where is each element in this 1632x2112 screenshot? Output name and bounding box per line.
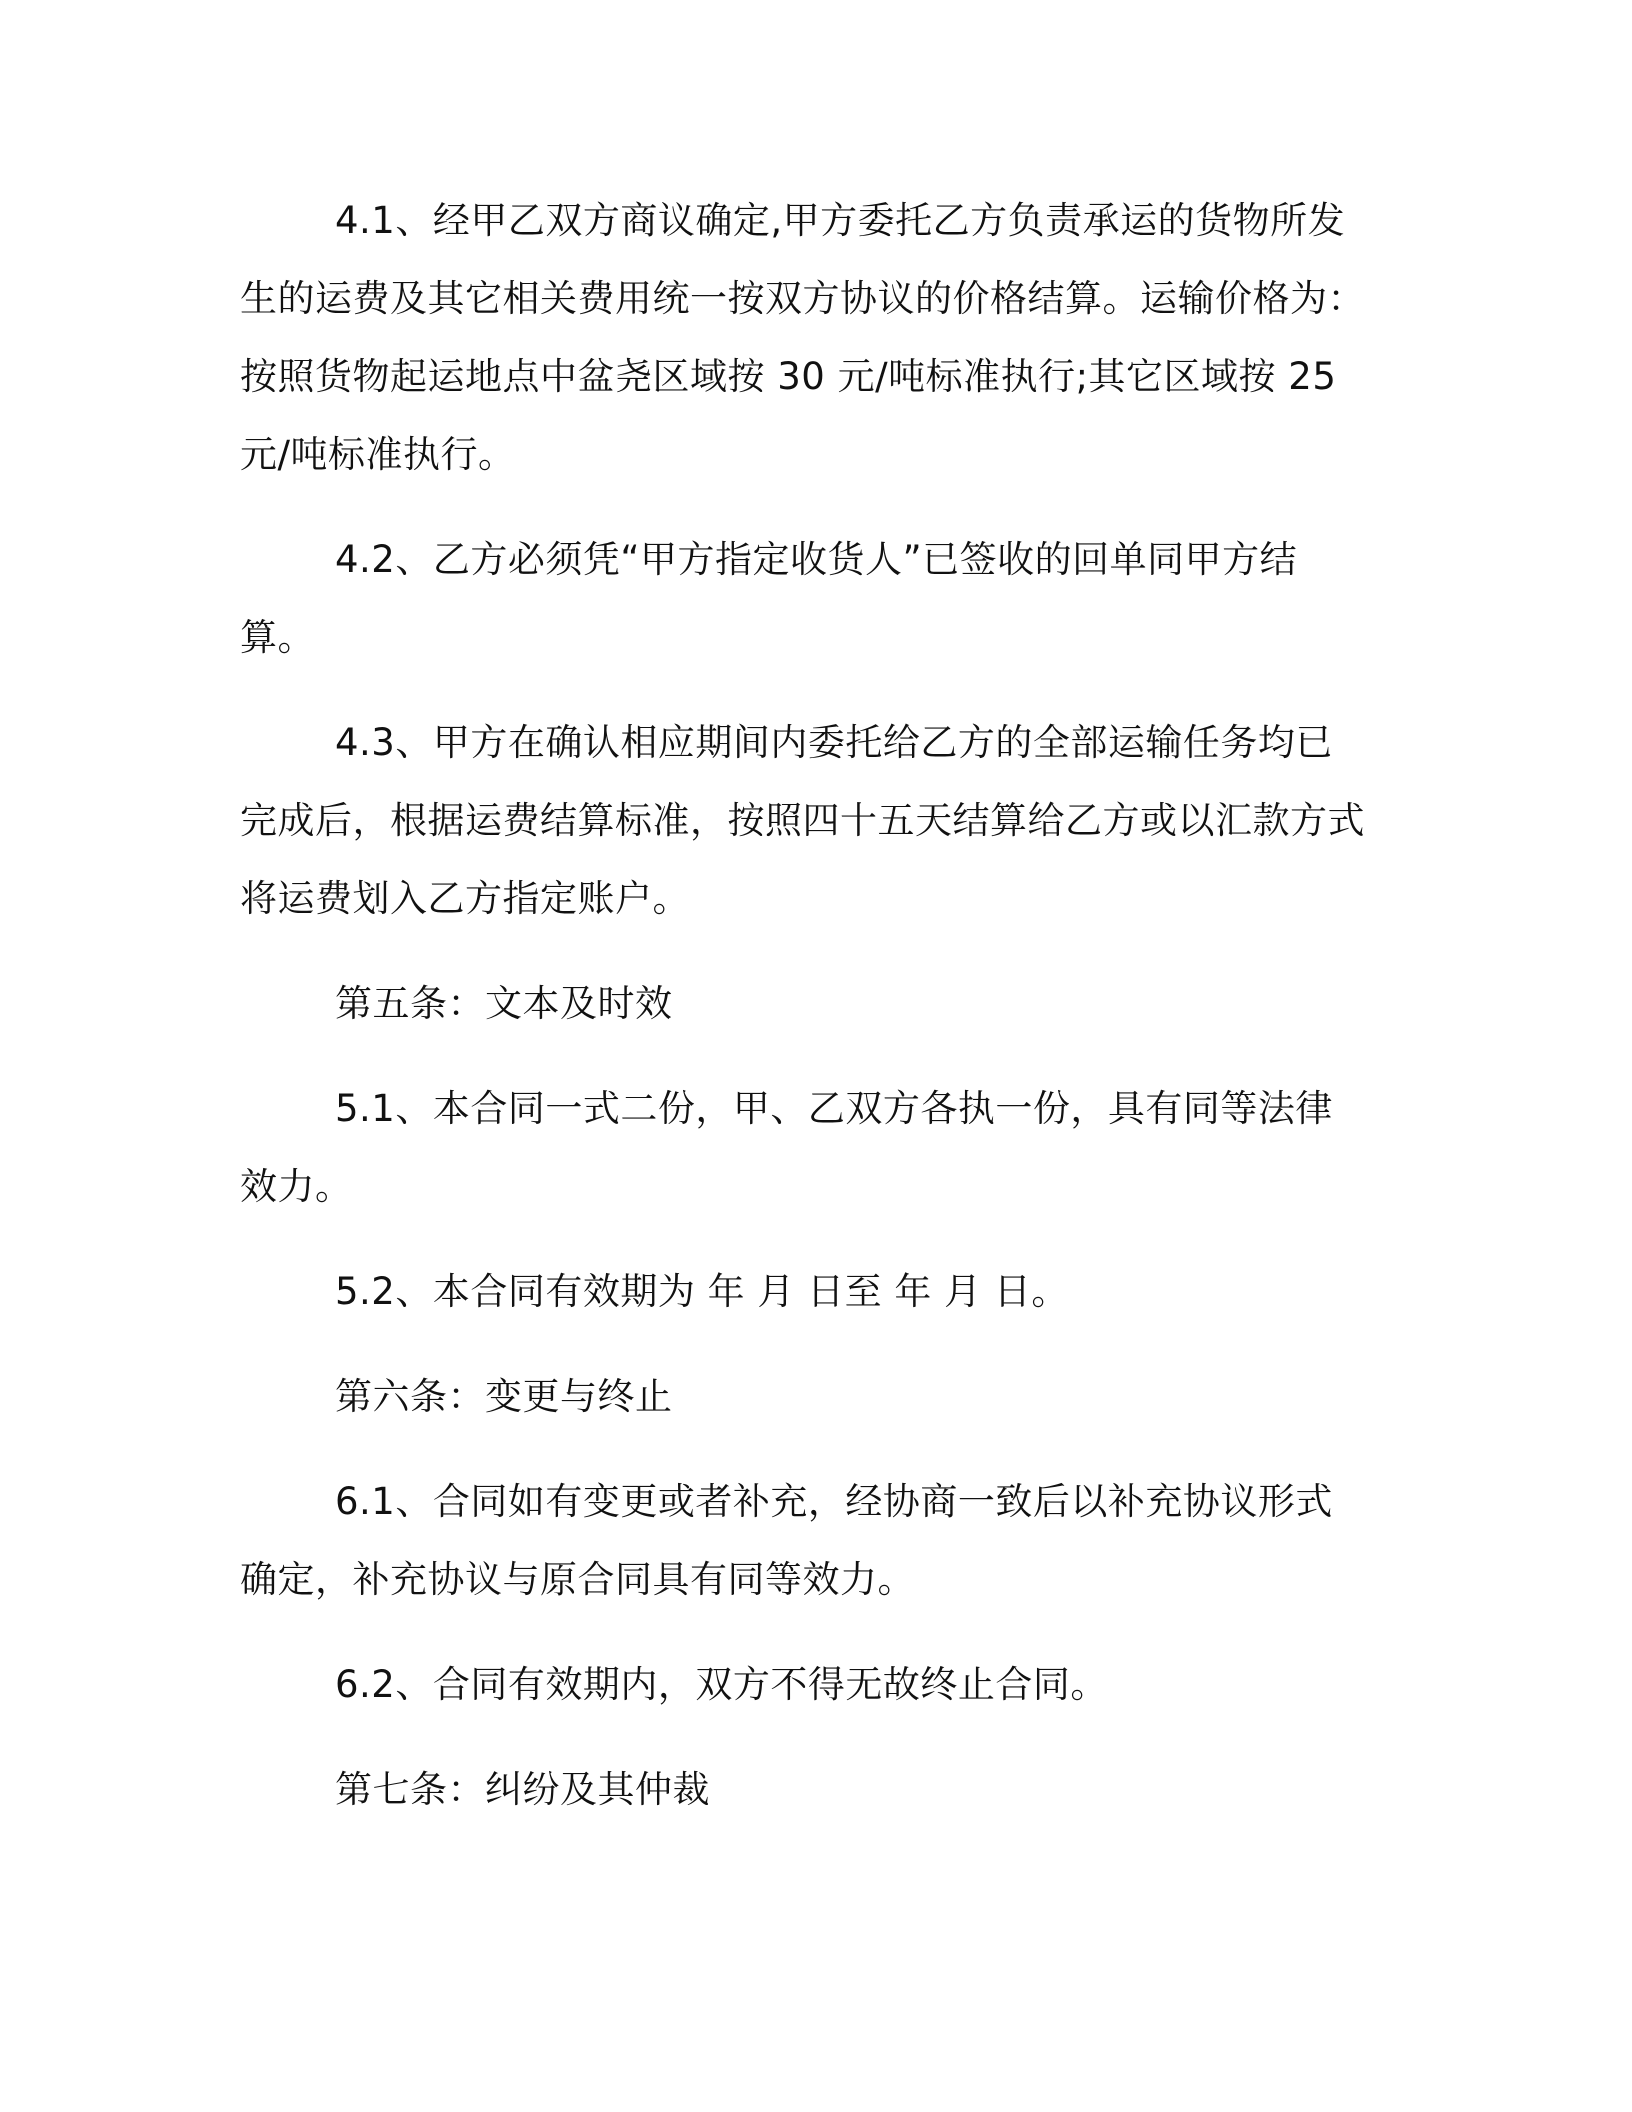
clause-6-1: 6.1、合同如有变更或者补充，经协商一致后以补充协议形式确定，补充协议与原合同具有同等效力。 xyxy=(240,1480,1333,1601)
article-6-heading: 第六条：变更与终止 xyxy=(335,1375,673,1418)
document-body xyxy=(240,182,1365,1829)
article-7-heading: 第七条：纠纷及其仲裁 xyxy=(335,1768,710,1811)
clause-4-1: 4.1、经甲乙双方商议确定,甲方委托乙方负责承运的货物所发生的运费及其它相关费用统一按双方协议的价格结算。运输价格为：按照货物起运地点中盆尧区域按 30 元/吨标准执行;其它区域按 25 元/吨标准执行。 xyxy=(240,199,1365,476)
article-5-heading: 第五条：文本及时效 xyxy=(335,982,673,1025)
clause-5-1: 5.1、本合同一式二份，甲、乙双方各执一份，具有同等法律效力。 xyxy=(240,1087,1333,1208)
clause-6-2: 6.2、合同有效期内，双方不得无故终止合同。 xyxy=(335,1663,1108,1706)
clause-4-3: 4.3、甲方在确认相应期间内委托给乙方的全部运输任务均已完成后，根据运费结算标准，按照四十五天结算给乙方或以汇款方式将运费划入乙方指定账户。 xyxy=(240,721,1365,920)
clause-5-2: 5.2、本合同有效期为 年 月 日至 年 月 日。 xyxy=(335,1270,1069,1313)
clause-4-2: 4.2、乙方必须凭“甲方指定收货人”已签收的回单同甲方结算。 xyxy=(240,538,1298,659)
